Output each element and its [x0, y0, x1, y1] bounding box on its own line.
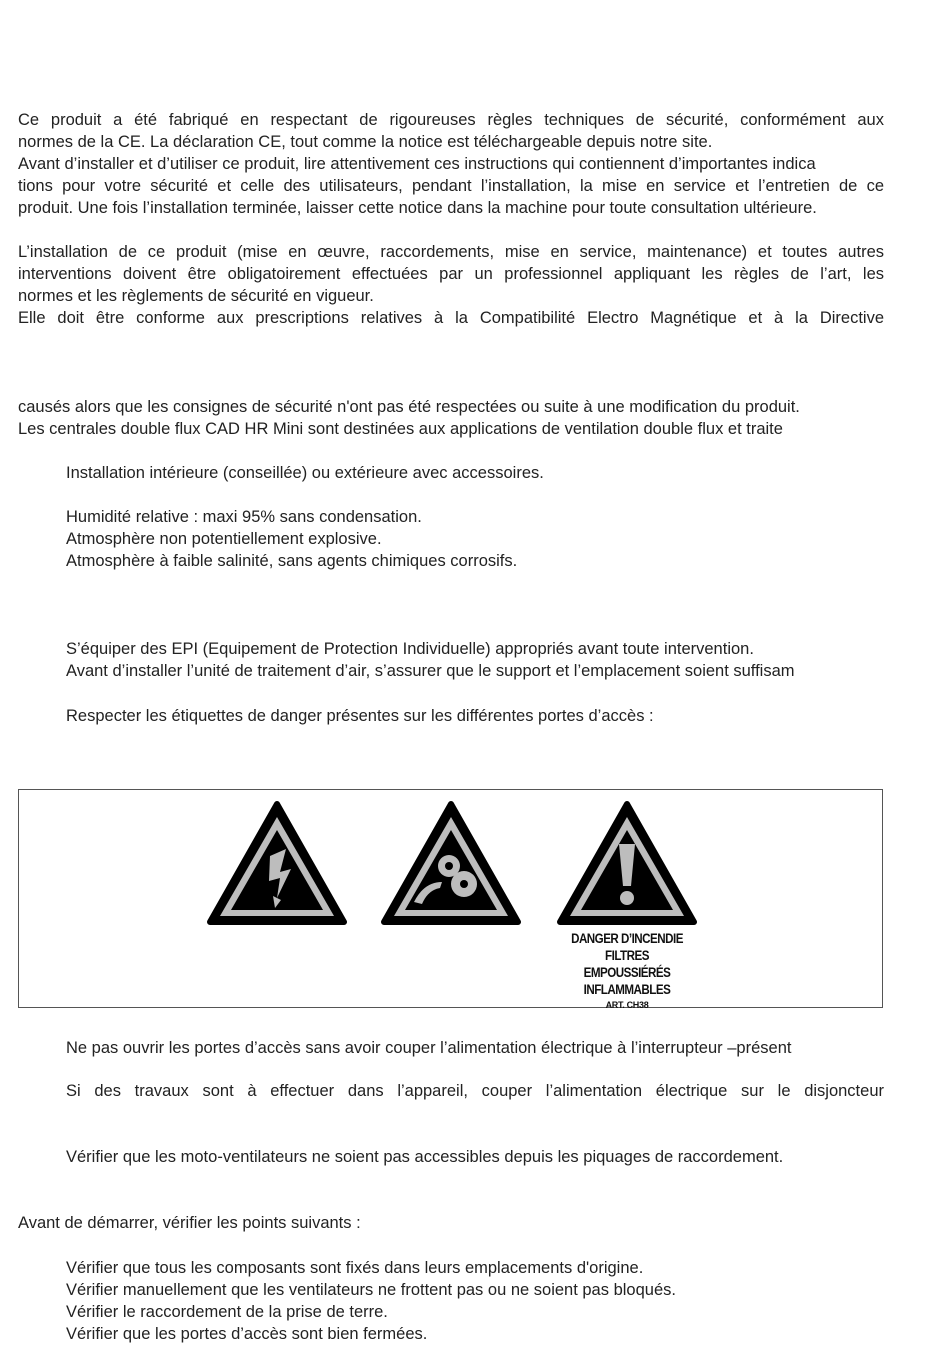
check-item-4: Vérifier que les portes d’accès sont bien fermées. — [66, 1325, 428, 1343]
electric-hazard-icon — [206, 800, 348, 928]
intro-line-1: Ce produit a été fabriqué en respectant de rigoureuses règles techniques de sécurité, conformément aux — [18, 111, 884, 129]
fire-hazard-label — [552, 930, 702, 1012]
check-item-2: Vérifier manuellement que les ventilateurs ne frottent pas ou ne soient pas bloqués. — [66, 1281, 676, 1299]
intro-line-4: tions pour votre sécurité et celle des utilisateurs, pendant l’installation, la mise en service et l’entretien de ce — [18, 177, 884, 195]
condition-item-3: Atmosphère non potentiellement explosive. — [66, 530, 382, 548]
general-warning-icon — [556, 800, 698, 928]
install-line-4: Elle doit être conforme aux prescriptions relatives à la Compatibilité Electro Magnétique et à la Directive — [18, 309, 884, 327]
danger-labels-panel — [18, 789, 883, 1008]
safety-item-3: Respecter les étiquettes de danger présentes sur les différentes portes d’accès : — [66, 707, 654, 725]
after-item-3: Vérifier que les moto-ventilateurs ne soient pas accessibles depuis les piquages de raccordement. — [66, 1148, 784, 1166]
safety-item-2: Avant d’installer l’unité de traitement d’air, s’assurer que le support et l’emplacement soient suffisam — [66, 662, 795, 680]
intro-line-2: normes de la CE. La déclaration CE, tout comme la notice est téléchargeable depuis notre site. — [18, 133, 713, 151]
condition-item-2: Humidité relative : maxi 95% sans condensation. — [66, 508, 422, 526]
usage-line-1: causés alors que les consignes de sécurité n'ont pas été respectées ou suite à une modification du produit. — [18, 398, 800, 416]
install-line-1: L’installation de ce produit (mise en œuvre, raccordements, mise en service, maintenance) et toutes autres — [18, 243, 884, 261]
fire-hazard-article: ART. CH38 — [605, 1000, 649, 1010]
usage-line-2: Les centrales double flux CAD HR Mini sont destinées aux applications de ventilation double flux et traite — [18, 420, 783, 438]
checks-intro: Avant de démarrer, vérifier les points suivants : — [18, 1214, 361, 1232]
safety-item-1: S’équiper des EPI (Equipement de Protection Individuelle) appropriés avant toute intervention. — [66, 640, 754, 658]
intro-line-3: Avant d’installer et d’utiliser ce produit, lire attentivement ces instructions qui contiennent d’importantes indica — [18, 155, 816, 173]
condition-item-4: Atmosphère à faible salinité, sans agents chimiques corrosifs. — [66, 552, 518, 570]
after-item-1: Ne pas ouvrir les portes d’accès sans avoir couper l’alimentation électrique à l’interrupteur –présent — [66, 1039, 792, 1057]
check-item-1: Vérifier que tous les composants sont fixés dans leurs emplacements d'origine. — [66, 1259, 644, 1277]
after-item-2: Si des travaux sont à effectuer dans l’appareil, couper l’alimentation électrique sur le disjoncteur — [66, 1082, 884, 1100]
condition-item-1: Installation intérieure (conseillée) ou extérieure avec accessoires. — [66, 464, 544, 482]
install-line-3: normes et les règlements de sécurité en vigueur. — [18, 287, 374, 305]
fire-hazard-line-3: INFLAMMABLES — [583, 982, 671, 997]
fire-hazard-line-2: FILTRES EMPOUSSIÉRÉS — [583, 948, 671, 980]
install-line-2: interventions doivent être obligatoirement effectuées par un professionnel appliquant les règles de l’art, les — [18, 265, 884, 283]
check-item-3: Vérifier le raccordement de la prise de terre. — [66, 1303, 388, 1321]
rotating-parts-hazard-icon — [380, 800, 522, 928]
intro-line-5: produit. Une fois l’installation terminée, laisser cette notice dans la machine pour toute consultation ultérieure. — [18, 199, 817, 217]
fire-hazard-line-1: DANGER D’INCENDIE — [571, 931, 683, 946]
